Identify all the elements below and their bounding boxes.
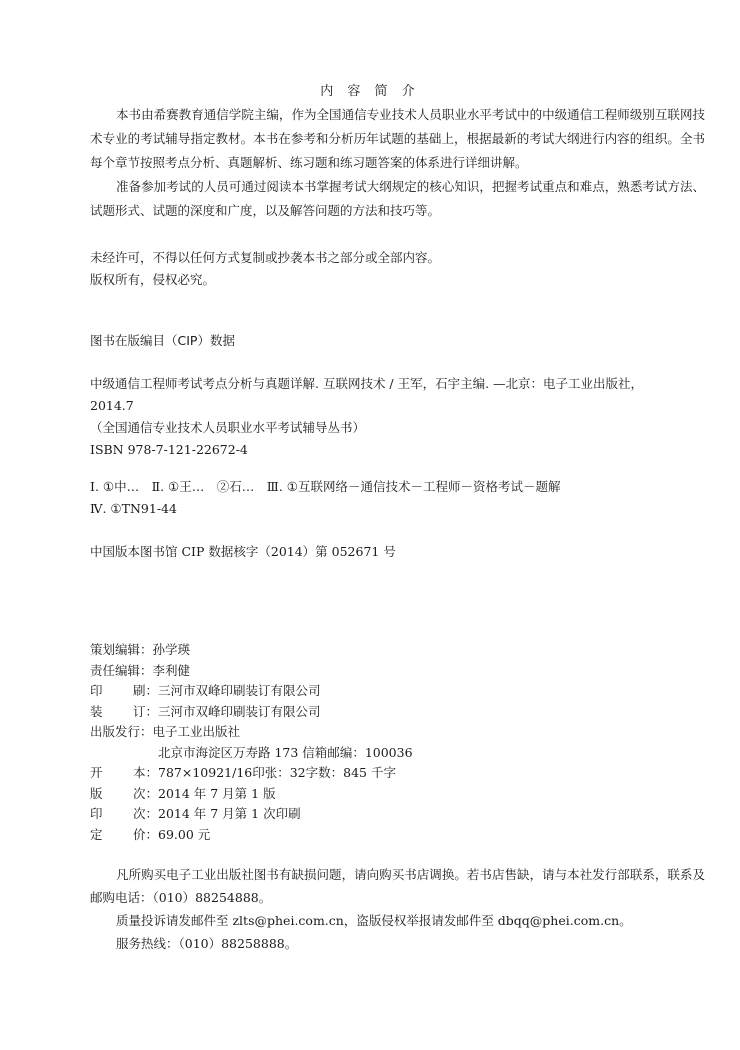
cip-line-2: 2014.7 (90, 398, 134, 413)
publisher-address: 北京市海淀区万寿路 173 信箱 (158, 744, 328, 760)
printing-row (90, 681, 710, 702)
format-label: 开 本： (90, 765, 158, 780)
publisher: 电子工业出版社 (152, 724, 241, 739)
impression-row (90, 804, 710, 825)
edition: 2014 年 7 月第 1 版 (158, 785, 276, 801)
copyright-notice (90, 247, 690, 291)
cip-line-1: 中级通信工程师考试考点分析与真题详解. 互联网技术 / 王军，石宇主编. —北京：电子工业出版社， (90, 376, 644, 391)
binding-row (90, 702, 710, 723)
service-notice (90, 863, 705, 955)
binder: 三河市双峰印刷装订有限公司 (158, 703, 321, 719)
format-row (90, 763, 710, 784)
page-title: 内 容 简 介 (320, 84, 420, 99)
word-count: 字数：845 千字 (305, 765, 396, 780)
responsible-editor: 李利健 (152, 662, 191, 678)
planning-editor: 孙学瑛 (152, 642, 191, 657)
intro-paragraph-1: 本书由希赛教育通信学院主编，作为全国通信专业技术人员职业水平考试中的中级通信工程师级别互联网技术专业的考试辅导指定教材。本书在参考和分析历年试题的基础上，根据最新的考试大纲进行内容的组织。全书每个章节按照考点分析、真题解析、练习题和练习题答案的体系进行详细讲解。 (90, 107, 705, 170)
cip-classification (90, 476, 710, 520)
cip-number: 中国版本图书馆 CIP 数据核字（2014）第 052671 号 (90, 544, 396, 559)
publisher-label: 出版发行： (90, 724, 153, 739)
cip-line-3: （全国通信专业技术人员职业水平考试辅导丛书） (90, 420, 366, 435)
planning-editor-row (90, 640, 710, 661)
book-introduction (90, 103, 705, 223)
responsible-editor-label: 责任编辑： (90, 662, 153, 678)
publisher-row (90, 722, 710, 743)
intro-paragraph-2: 准备参加考试的人员可通过阅读本书掌握考试大纲规定的核心知识，把握考试重点和难点，熟悉考试方法、试题形式、试题的深度和广度，以及解答问题的方法和技巧等。 (90, 179, 705, 218)
cip-record (90, 373, 710, 461)
impression-label: 印 次： (90, 806, 158, 821)
postcode: 邮编：100036 (327, 744, 413, 760)
printed-sheets: 印张：32 (252, 765, 306, 780)
printer: 三河市双峰印刷装订有限公司 (158, 683, 321, 698)
footer-paragraph-2: 质量投诉请发邮件至 zlts@phei.com.cn，盗版侵权举报请发邮件至 dbqq@phei.com.cn。 (116, 913, 632, 928)
classification-line-1: Ⅰ. ①中… Ⅱ. ①王… ②石… Ⅲ. ①互联网络－通信技术－工程师－资格考试－题解 (90, 479, 561, 494)
cip-line-4: ISBN 978-7-121-22672-4 (90, 442, 248, 457)
edition-row (90, 784, 710, 805)
copyright-line-1: 未经许可，不得以任何方式复制或抄袭本书之部分或全部内容。 (90, 250, 441, 265)
price-row (90, 825, 710, 846)
publication-info (90, 640, 710, 845)
binding-label: 装 订： (90, 703, 158, 719)
cip-heading: 图书在版编目（CIP）数据 (90, 333, 235, 348)
format-size: 787×1092 (158, 765, 225, 780)
address-row (90, 743, 710, 764)
impression: 2014 年 7 月第 1 次印刷 (158, 806, 301, 821)
footer-paragraph-3: 服务热线：（010）88258888。 (116, 936, 298, 951)
price: 69.00 元 (158, 826, 211, 842)
format-fraction: 1/16 (224, 765, 253, 780)
footer-paragraph-1: 凡所购买电子工业出版社图书有缺损问题，请向购买书店调换。若书店售缺，请与本社发行部联系，联系及邮购电话：（010）88254888。 (90, 867, 705, 905)
edition-label: 版 次： (90, 785, 158, 801)
planning-editor-label: 策划编辑： (90, 642, 153, 657)
responsible-editor-row (90, 661, 710, 682)
copyright-line-2: 版权所有，侵权必究。 (90, 272, 216, 287)
printing-label: 印 刷： (90, 683, 158, 698)
price-label: 定 价： (90, 826, 158, 842)
classification-line-2: Ⅳ. ①TN91-44 (90, 501, 177, 516)
